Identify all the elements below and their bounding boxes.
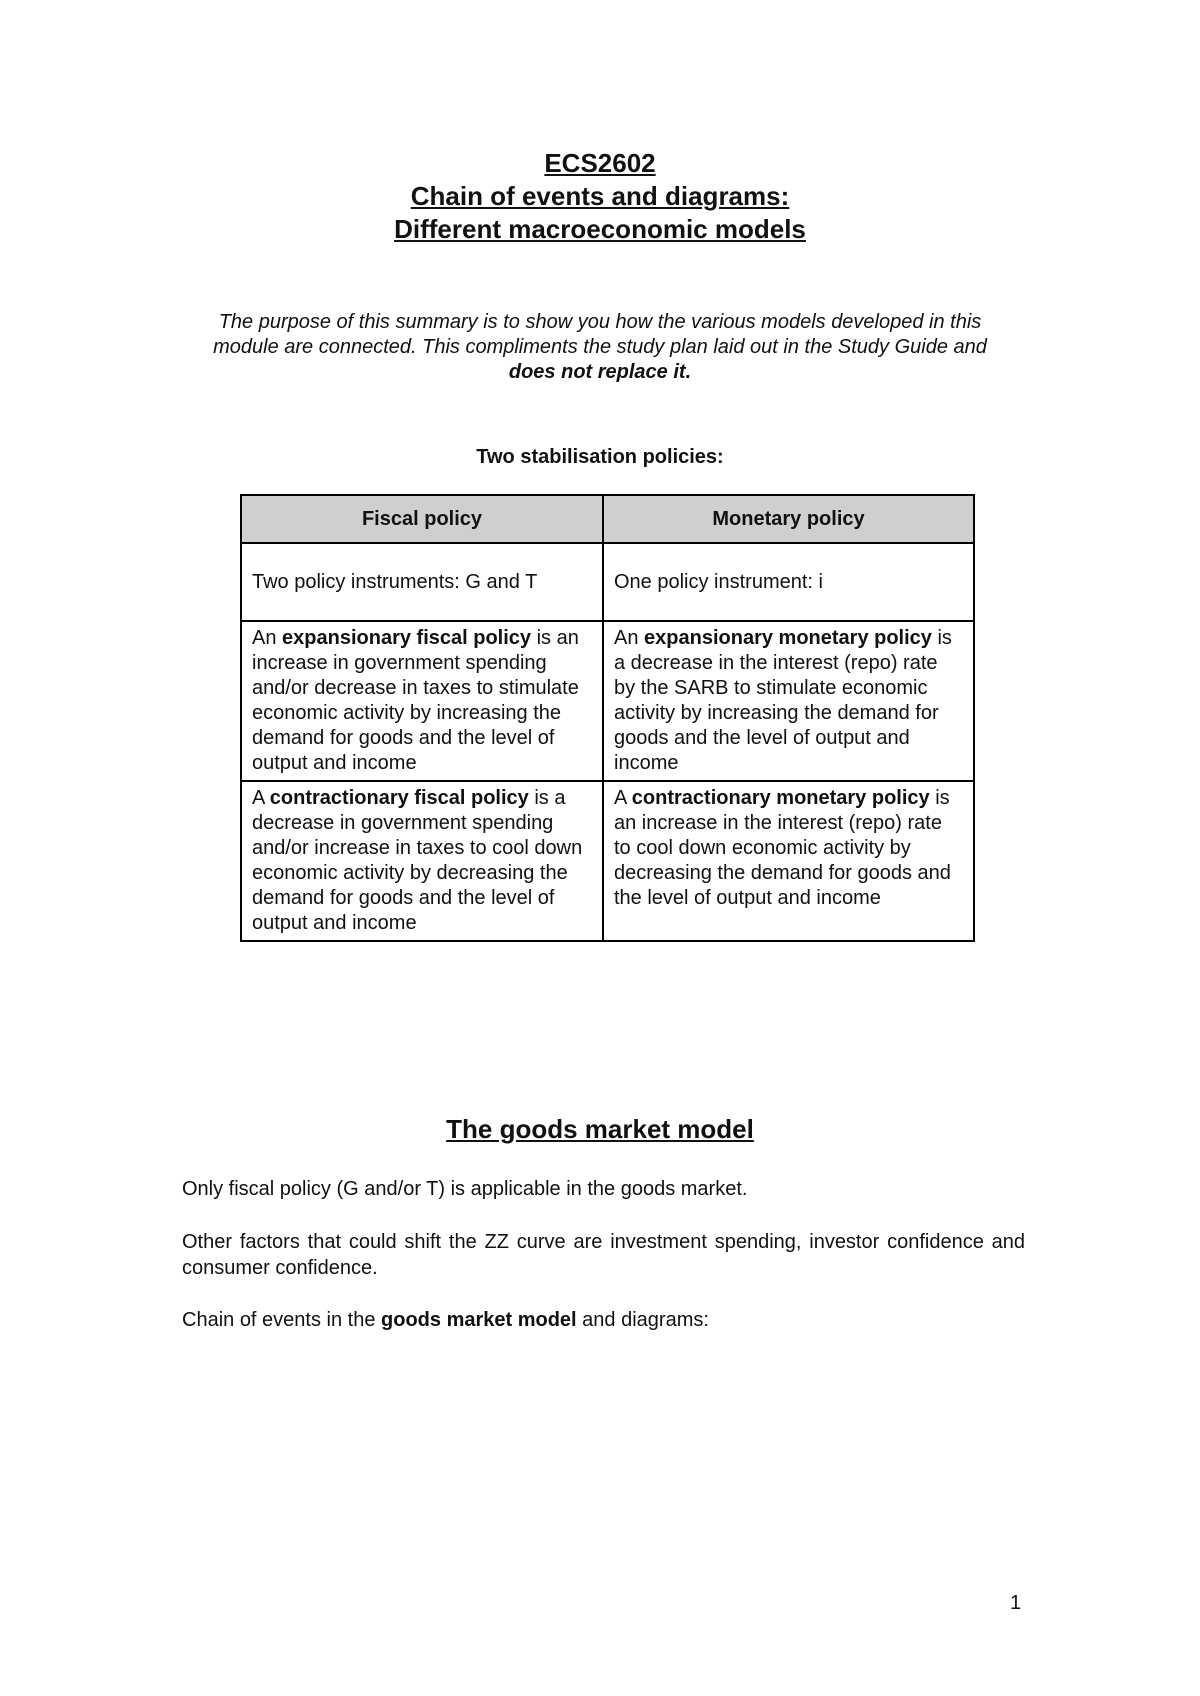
cell-text: is a decrease in government spending and/or increase in taxes to cool down economic activity by decreasing the demand for goods and the level of output and income: [252, 787, 583, 934]
column-header-fiscal: Fiscal policy: [241, 495, 603, 543]
monetary-contractionary-cell: [603, 781, 974, 941]
fiscal-expansionary-cell: [241, 621, 603, 781]
cell-bold-term: expansionary fiscal policy: [282, 627, 532, 649]
table-row: [241, 781, 974, 941]
monetary-expansionary-cell: [603, 621, 974, 781]
cell-text: A: [252, 787, 270, 809]
fiscal-contractionary-cell: [241, 781, 603, 941]
intro-emphasis: does not replace it: [508, 361, 686, 383]
monetary-instruments-cell: One policy instrument: i: [603, 543, 974, 621]
course-code: ECS2602: [544, 148, 656, 178]
document-subtitle: Different macroeconomic models: [394, 214, 806, 244]
document-title: Chain of events and diagrams:: [410, 181, 790, 211]
cell-bold-term: contractionary monetary policy: [631, 787, 930, 809]
intro-paragraph: [190, 310, 1010, 385]
policy-table: [240, 494, 975, 942]
table-row: [241, 621, 974, 781]
table-row: [241, 543, 974, 621]
cell-bold-term: expansionary monetary policy: [644, 627, 932, 649]
goods-market-heading: The goods market model: [446, 1114, 754, 1144]
policies-heading: Two stabilisation policies:: [476, 446, 724, 468]
table-header-row: [241, 495, 974, 543]
intro-text: The purpose of this summary is to show you how the various models developed in this module are connected. This compliments the study plan laid out in the Study Guide and: [213, 311, 987, 358]
goods-market-paragraph-2: Other factors that could shift the ZZ curve are investment spending, investor confidence and consumer confidence.: [182, 1231, 1025, 1279]
para-text: Chain of events in the: [182, 1309, 382, 1331]
cell-text: is an increase in government spending and/or decrease in taxes to stimulate economic activity by increasing the demand for goods and the level of output and income: [252, 627, 579, 774]
intro-end: .: [685, 361, 692, 383]
para-text: and diagrams:: [576, 1309, 709, 1331]
cell-text: is an increase in the interest (repo) rate to cool down economic activity by decreasing the demand for goods and the level of output and income: [614, 787, 951, 909]
page-number: 1: [1010, 1592, 1022, 1614]
para-bold-term: goods market model: [381, 1309, 577, 1331]
cell-bold-term: contractionary fiscal policy: [269, 787, 529, 809]
fiscal-instruments-cell: Two policy instruments: G and T: [241, 543, 603, 621]
cell-text: An: [252, 627, 283, 649]
cell-text: is a decrease in the interest (repo) rate by the SARB to stimulate economic activity by increasing the demand for goods and the level of output and income: [614, 627, 952, 774]
column-header-monetary: Monetary policy: [603, 495, 974, 543]
cell-text: An: [614, 627, 645, 649]
goods-market-paragraph-1: Only fiscal policy (G and/or T) is applicable in the goods market.: [182, 1178, 748, 1200]
cell-text: A: [614, 787, 632, 809]
goods-market-paragraph-3: [182, 1307, 1025, 1333]
